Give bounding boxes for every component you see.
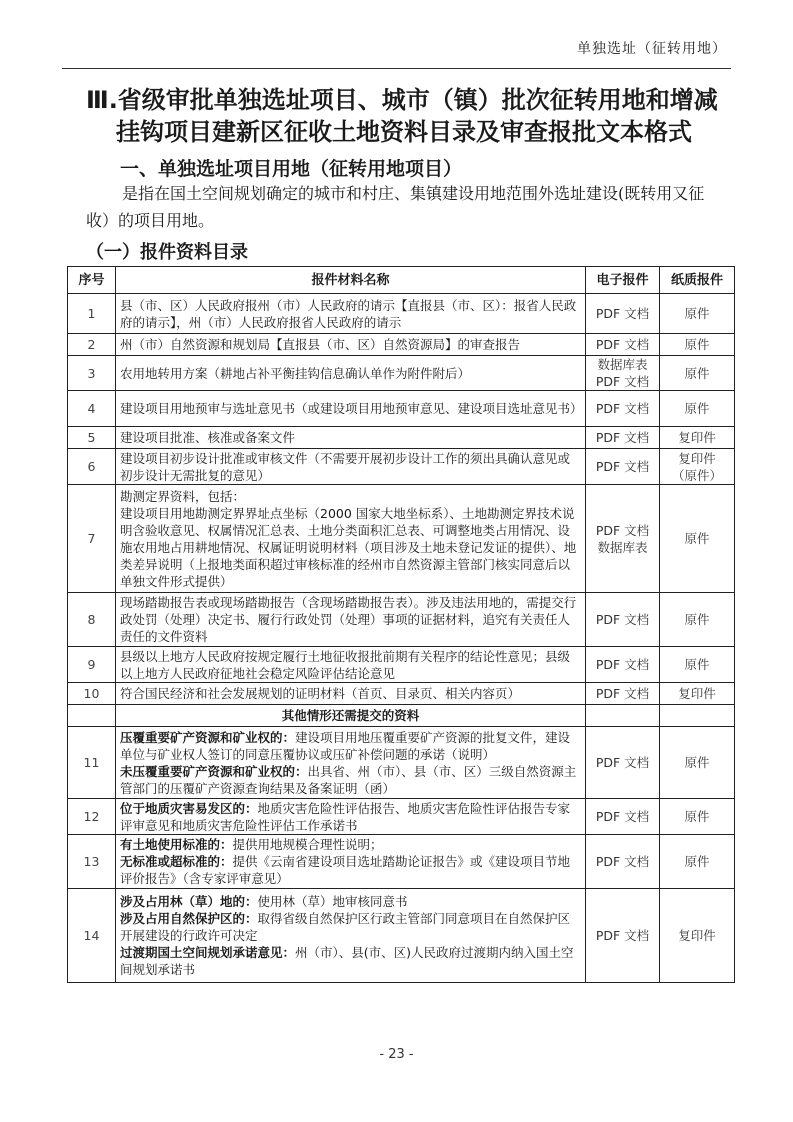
row-paper: 原件 bbox=[660, 727, 735, 799]
table-row bbox=[68, 391, 735, 427]
row-number: 14 bbox=[68, 889, 116, 983]
row-paper: 原件 bbox=[660, 294, 735, 334]
material-item-label: 涉及占用林（草）地的： bbox=[120, 894, 258, 909]
row-material: 建设项目批准、核准或备案文件 bbox=[116, 427, 586, 449]
row-number: 3 bbox=[68, 356, 116, 391]
table-row bbox=[68, 889, 735, 983]
row-paper: 原件 bbox=[660, 835, 735, 889]
table-row-spacer bbox=[586, 705, 660, 727]
row-electronic: PDF 文档 bbox=[586, 294, 660, 334]
material-item-text: 提供用地规模合理性说明； bbox=[232, 837, 383, 852]
row-paper: 原件 bbox=[660, 356, 735, 391]
material-item bbox=[120, 729, 581, 763]
material-item bbox=[120, 853, 581, 887]
row-material: 建设项目用地预审与选址意见书（或建设项目用地预审意见、建设项目选址意见书） bbox=[116, 391, 586, 427]
header-paper: 纸质报件 bbox=[660, 267, 735, 294]
row-number: 1 bbox=[68, 294, 116, 334]
table-row bbox=[68, 647, 735, 683]
table-row bbox=[68, 593, 735, 647]
running-header: 单独选址（征转用地） bbox=[577, 41, 727, 57]
material-item-label: 无标准或超标准的： bbox=[120, 854, 233, 869]
table-row bbox=[68, 799, 735, 835]
material-item-label: 有土地使用标准的： bbox=[120, 837, 233, 852]
row-material: 县（市、区）人民政府报州（市）人民政府的请示【直报县（市、区）：报省人民政府的请示】，州（市）人民政府报省人民政府的请示 bbox=[116, 294, 586, 334]
row-number: 11 bbox=[68, 727, 116, 799]
header-divider bbox=[62, 68, 731, 69]
header-no: 序号 bbox=[68, 267, 116, 294]
row-material bbox=[116, 727, 586, 799]
row-number: 2 bbox=[68, 334, 116, 356]
table-row bbox=[68, 835, 735, 889]
row-electronic: PDF 文档 bbox=[586, 334, 660, 356]
material-item-label: 压覆重要矿产资源和矿业权的： bbox=[120, 729, 296, 745]
table-header-row bbox=[68, 267, 735, 294]
table-row bbox=[68, 356, 735, 391]
row-electronic: PDF 文档 bbox=[586, 683, 660, 705]
row-material: 县级以上地方人民政府按规定履行土地征收报批前期有关程序的结论性意见；县级以上地方人民政府征地社会稳定风险评估结论意见 bbox=[116, 647, 586, 683]
table-body bbox=[68, 294, 735, 983]
other-section-heading: 其他情形还需提交的资料 bbox=[116, 705, 586, 727]
row-paper: 原件 bbox=[660, 647, 735, 683]
row-electronic: PDF 文档 数据库表 bbox=[586, 485, 660, 593]
material-item bbox=[120, 800, 581, 834]
row-number: 13 bbox=[68, 835, 116, 889]
other-section-row bbox=[68, 705, 735, 727]
row-electronic: PDF 文档 bbox=[586, 889, 660, 983]
row-number: 12 bbox=[68, 799, 116, 835]
row-number: 7 bbox=[68, 485, 116, 593]
row-paper: 复印件 （原件） bbox=[660, 449, 735, 485]
row-electronic: PDF 文档 bbox=[586, 427, 660, 449]
material-item-text: 建设项目用地压覆重要矿产资源的批复文件，建设单位与矿业权人签订的同意压覆协议或压矿补偿问题的承诺（说明） bbox=[120, 729, 571, 762]
table-row bbox=[68, 449, 735, 485]
row-material: 勘测定界资料，包括： 建设项目用地勘测定界界址点坐标（2000 国家大地坐标系）、土地勘测定界技术说明含验收意见、权属情况汇总表、土地分类面积汇总表、可调整地类占用情况、设施农用地占用耕地情况、权属证明说明材料（项目涉及土地未登记发证的提供）、地类差异说明（上报地类面积超过审核标准的经州市自然资源主管部门核实同意后以单独文件形式提供） bbox=[116, 485, 586, 593]
row-number: 9 bbox=[68, 647, 116, 683]
header-electronic: 电子报件 bbox=[586, 267, 660, 294]
sub-heading: （一）报件资料目录 bbox=[86, 242, 248, 263]
row-paper: 原件 bbox=[660, 799, 735, 835]
row-material: 农用地转用方案（耕地占补平衡挂钩信息确认单作为附件附后） bbox=[116, 356, 586, 391]
material-item-label: 未压覆重要矿产资源和矿业权的： bbox=[120, 763, 308, 779]
table-row bbox=[68, 727, 735, 799]
row-paper: 原件 bbox=[660, 593, 735, 647]
row-material: 建设项目初步设计批准或审核文件（不需要开展初步设计工作的须出具确认意见或初步设计无需批复的意见） bbox=[116, 449, 586, 485]
row-electronic: PDF 文档 bbox=[586, 593, 660, 647]
row-number: 8 bbox=[68, 593, 116, 647]
row-electronic: PDF 文档 bbox=[586, 391, 660, 427]
material-item-text: 州（市）、县(市、区)人民政府过渡期内纳入国土空间规划承诺书 bbox=[120, 945, 574, 977]
material-item-label: 涉及占用自然保护区的： bbox=[120, 911, 258, 926]
section-paragraph: 是指在国土空间规划确定的城市和村庄、集镇建设用地范围外选址建设(既转用又征收）的项目用地。 bbox=[86, 184, 705, 230]
material-item-text: 提供《云南省建设项目选址踏勘论证报告》或《建设项目节地评价报告》（含专家评审意见） bbox=[120, 854, 571, 886]
table-row bbox=[68, 485, 735, 593]
material-item-text: 使用林（草）地审核同意书 bbox=[257, 894, 408, 909]
row-number: 4 bbox=[68, 391, 116, 427]
row-electronic: 数据库表 PDF 文档 bbox=[586, 356, 660, 391]
row-material bbox=[116, 835, 586, 889]
row-material: 州（市）自然资源和规划局【直报县（市、区）自然资源局】的审查报告 bbox=[116, 334, 586, 356]
row-material bbox=[116, 889, 586, 983]
page-title-line-2: 挂钩项目建新区征收土地资料目录及审查报批文本格式 bbox=[116, 118, 692, 146]
page-title-line-1: Ⅲ.省级审批单独选址项目、城市（镇）批次征转用地和增减 bbox=[86, 86, 718, 114]
table-row-spacer bbox=[68, 705, 116, 727]
row-material: 现场踏勘报告表或现场踏勘报告（含现场踏勘报告表）。涉及违法用地的，需提交行政处罚（处理）决定书、履行行政处罚（处理）事项的证据材料，追究有关责任人责任的文件资料 bbox=[116, 593, 586, 647]
materials-table bbox=[67, 266, 735, 983]
table-row bbox=[68, 683, 735, 705]
row-number: 6 bbox=[68, 449, 116, 485]
material-item bbox=[120, 836, 581, 853]
table-row bbox=[68, 334, 735, 356]
material-item-text: 出具省、州（市）、县（市、区）三级自然资源主管部门的压覆矿产资源查询结果及备案证明（函） bbox=[120, 763, 577, 796]
material-item bbox=[120, 910, 581, 944]
row-electronic: PDF 文档 bbox=[586, 449, 660, 485]
row-material: 符合国民经济和社会发展规划的证明材料（首页、目录页、相关内容页） bbox=[116, 683, 586, 705]
row-electronic: PDF 文档 bbox=[586, 835, 660, 889]
row-paper: 复印件 bbox=[660, 427, 735, 449]
row-paper: 原件 bbox=[660, 391, 735, 427]
row-electronic: PDF 文档 bbox=[586, 647, 660, 683]
material-item bbox=[120, 944, 581, 978]
row-number: 5 bbox=[68, 427, 116, 449]
row-paper: 原件 bbox=[660, 485, 735, 593]
material-item-text: 地质灾害危险性评估报告、地质灾害危险性评估报告专家评审意见和地质灾害危险性评估工作承诺书 bbox=[120, 800, 571, 833]
row-paper: 原件 bbox=[660, 334, 735, 356]
material-item bbox=[120, 763, 581, 797]
row-number: 10 bbox=[68, 683, 116, 705]
table-row bbox=[68, 294, 735, 334]
material-item-label: 过渡期国土空间规划承诺意见： bbox=[120, 945, 296, 960]
row-paper: 复印件 bbox=[660, 683, 735, 705]
material-item-text: 取得省级自然保护区行政主管部门同意项目在自然保护区开展建设的行政许可决定 bbox=[120, 911, 571, 943]
table-row-spacer bbox=[660, 705, 735, 727]
row-electronic: PDF 文档 bbox=[586, 799, 660, 835]
material-item bbox=[120, 893, 581, 910]
table-row bbox=[68, 427, 735, 449]
page-number: - 23 - bbox=[379, 1047, 414, 1062]
row-electronic: PDF 文档 bbox=[586, 727, 660, 799]
header-material: 报件材料名称 bbox=[116, 267, 586, 294]
material-item-label: 位于地质灾害易发区的： bbox=[120, 800, 258, 816]
row-material bbox=[116, 799, 586, 835]
section-heading: 一、单独选址项目用地（征转用地项目） bbox=[120, 158, 463, 180]
row-paper: 复印件 bbox=[660, 889, 735, 983]
